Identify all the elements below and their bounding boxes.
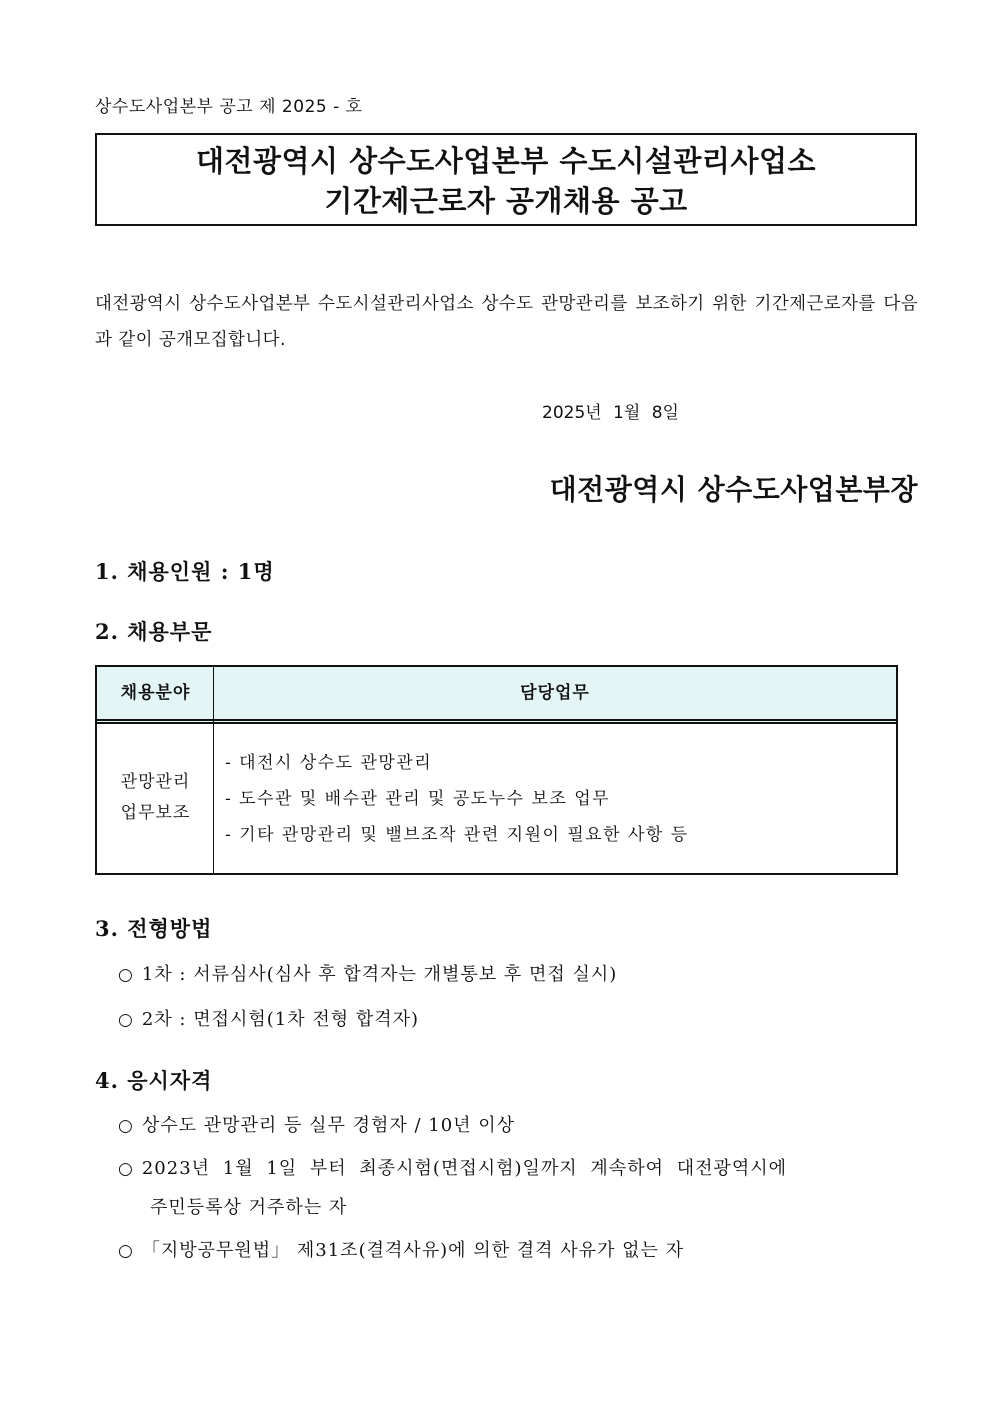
title-line-2: 기간제근로자 공개채용 공고 [324, 184, 688, 218]
title-line-1: 대전광역시 상수도사업본부 수도시설관리사업소 [196, 144, 816, 178]
table-cell-field [97, 767, 214, 829]
qualification-continuation: 주민등록상 거주하는 자 [150, 1197, 348, 1218]
circle-bullet-icon: ○ [118, 1116, 134, 1136]
field-line-2: 업무보조 [120, 803, 191, 823]
duty-item: - 도수관 및 배수관 관리 및 공도누수 보조 업무 [225, 789, 611, 809]
circle-bullet-icon: ○ [118, 1241, 134, 1261]
table-header-duty: 담당업무 [520, 683, 590, 703]
table-cell-duties [225, 745, 689, 853]
recruit-table [95, 665, 898, 875]
qualification-item [118, 1236, 684, 1262]
section-1-heading: 1. 채용인원 : 1명 [95, 559, 275, 584]
section-4-heading: 4. 응시자격 [95, 1068, 213, 1093]
duty-item: - 기타 관망관리 및 밸브조작 관련 지원이 필요한 사항 등 [225, 825, 689, 845]
table-header-field: 채용분야 [120, 683, 191, 703]
table-header-row [97, 667, 896, 724]
circle-bullet-icon: ○ [118, 965, 134, 985]
qualification-text: 「지방공무원법」 제31조(결격사유)에 의한 결격 사유가 없는 자 [141, 1240, 685, 1261]
selection-text: 1차 : 서류심사(심사 후 합격자는 개별통보 후 면접 실시) [141, 964, 618, 985]
title-box [95, 133, 917, 226]
qualification-text: 2023년 1월 1일 부터 최종시험(면접시험)일까지 계속하여 대전광역시에 [141, 1158, 788, 1179]
selection-item [118, 960, 617, 986]
notice-number: 상수도사업본부 공고 제 2025 - 호 [95, 97, 363, 117]
selection-item [118, 1005, 419, 1031]
qualification-item [118, 1154, 787, 1180]
announcement-date: 2025년 1월 8일 [542, 403, 679, 423]
signer: 대전광역시 상수도사업본부장 [549, 473, 918, 506]
qualification-text: 상수도 관망관리 등 실무 경험자 / 10년 이상 [141, 1115, 516, 1136]
circle-bullet-icon: ○ [118, 1010, 134, 1030]
intro-paragraph: 대전광역시 상수도사업본부 수도시설관리사업소 상수도 관망관리를 보조하기 위한 기간제근로자를 다음과 같이 공개모집합니다. [95, 294, 918, 350]
section-3-heading: 3. 전형방법 [95, 916, 213, 941]
section-2-heading: 2. 채용부문 [95, 619, 213, 644]
qualification-item [118, 1111, 515, 1137]
circle-bullet-icon: ○ [118, 1159, 134, 1179]
selection-text: 2차 : 면접시험(1차 전형 합격자) [141, 1009, 420, 1030]
duty-item: - 대전시 상수도 관망관리 [225, 753, 433, 773]
field-line-1: 관망관리 [120, 772, 191, 792]
